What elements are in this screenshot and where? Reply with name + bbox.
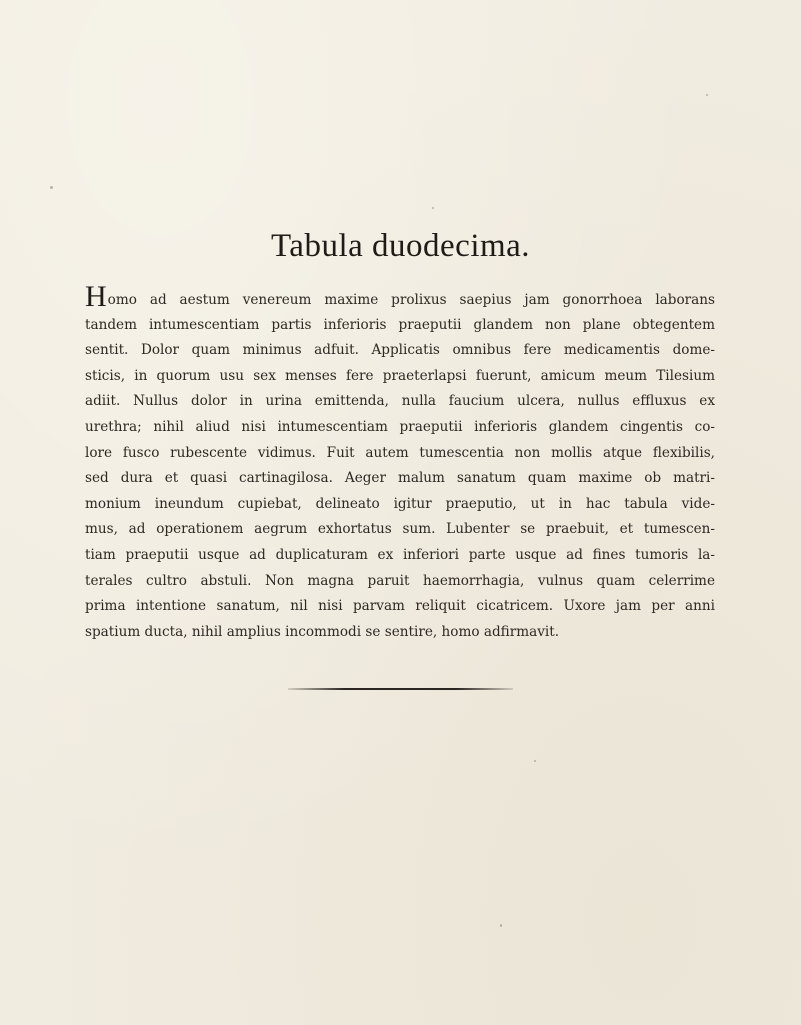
text-line: spatium ducta, nihil amplius incommodi se sentire, homo adfirmavit.: [85, 623, 560, 640]
section-divider: [288, 688, 513, 690]
paper-speck: [500, 924, 502, 927]
paper-speck: [432, 207, 434, 209]
text-line: terales cultro abstuli. Non magna paruit haemorrhagia, vulnus quam celerrime: [85, 572, 715, 589]
text-line: sticis, in quorum usu sex menses fere praeterlapsi fuerunt, amicum meum Tilesium: [85, 367, 715, 384]
text-line: lore fusco rubescente vidimus. Fuit autem tumescentia non mollis atque flexibilis,: [85, 444, 715, 461]
text-line: sentit. Dolor quam minimus adfuit. Applicatis omnibus fere medicamentis dome-: [85, 342, 715, 359]
text-line: urethra; nihil aliud nisi intumescentiam praeputii inferioris glandem cingentis co-: [85, 418, 715, 435]
text-line: mus, ad operationem aegrum exhortatus sum. Lubenter se praebuit, et tumescen-: [85, 521, 715, 538]
text-line-content: omo ad aestum venereum maxime prolixus saepius jam gonorrhoea laborans: [107, 292, 715, 308]
text-line: monium ineundum cupiebat, delineato igitur praeputio, ut in hac tabula vide-: [85, 495, 715, 512]
text-line: [85, 280, 715, 313]
text-line: tiam praeputii usque ad duplicaturam ex inferiori parte usque ad fines tumoris la-: [85, 546, 715, 563]
paper-speck: [50, 186, 53, 189]
text-line: tandem intumescentiam partis inferioris praeputii glandem non plane obtegentem: [85, 316, 715, 333]
paper-speck: [534, 760, 536, 762]
text-line: adiit. Nullus dolor in urina emittenda, nulla faucium ulcera, nullus effluxus ex: [85, 393, 715, 410]
body-paragraph: [85, 280, 715, 645]
text-line: prima intentione sanatum, nil nisi parvam reliquit cicatricem. Uxore jam per anni: [85, 598, 715, 615]
text-line: sed dura et quasi cartinagilosa. Aeger malum sanatum quam maxime ob matri-: [85, 470, 715, 487]
paper-speck: [706, 94, 708, 96]
drop-cap: H: [85, 280, 107, 313]
page-title: Tabula duodecima.: [270, 228, 531, 264]
